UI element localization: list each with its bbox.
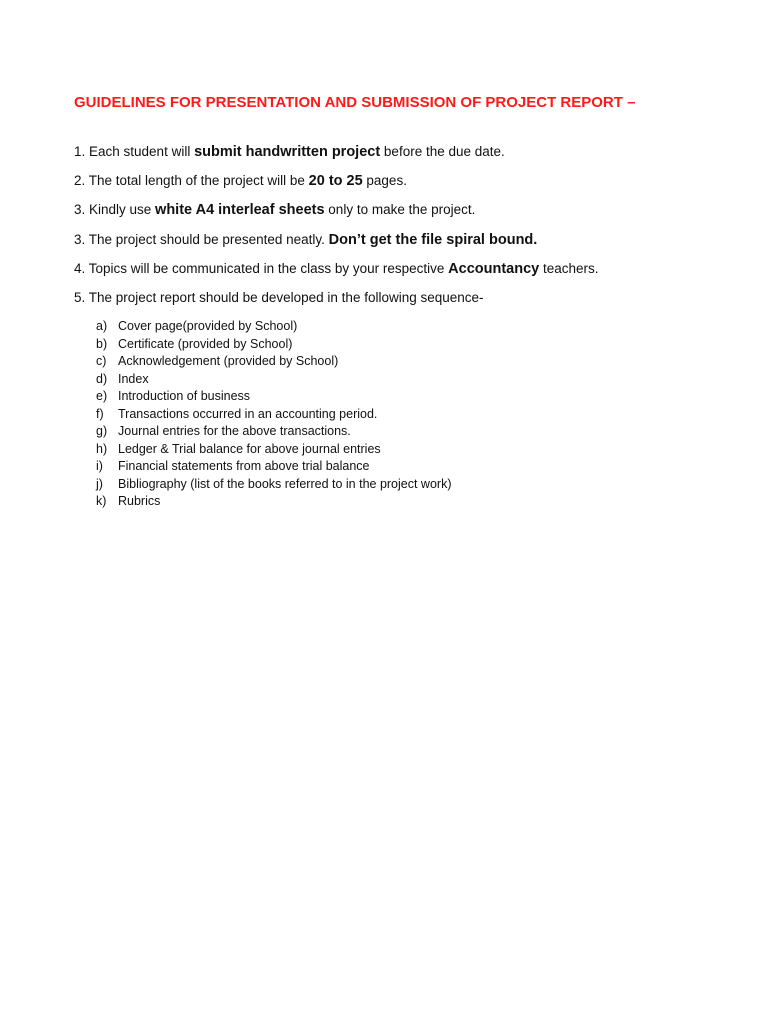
- list-marker: j): [96, 476, 103, 491]
- sequence-item: [96, 318, 696, 336]
- guideline-text: pages.: [362, 173, 407, 189]
- guideline-text: 1. Each student will: [74, 144, 195, 159]
- list-marker: e): [96, 389, 108, 403]
- sequence-item-text: Journal entries for the above transactions.: [118, 424, 351, 438]
- sequence-item-text: Introduction of business: [118, 389, 251, 403]
- guideline-text: before the due date.: [380, 144, 505, 159]
- sequence-item: [96, 336, 696, 354]
- sequence-item: [96, 423, 696, 441]
- sequence-item: [96, 371, 696, 389]
- guideline-text: 3. Kindly use: [74, 202, 156, 218]
- list-marker: c): [96, 354, 107, 368]
- guideline-text: teachers.: [539, 260, 599, 276]
- sequence-item: [96, 353, 696, 371]
- sequence-item-text: Cover page(provided by School): [118, 319, 298, 333]
- list-marker: b): [96, 336, 108, 351]
- guideline-item: [74, 171, 734, 191]
- sequence-item: [96, 458, 696, 476]
- guideline-emphasis: white A4 interleaf sheets: [155, 202, 325, 219]
- guideline-text: 4. Topics will be communicated in the class by your respective: [74, 260, 449, 276]
- sequence-item-text: Acknowledgement (provided by School): [118, 354, 339, 368]
- guideline-item: [74, 230, 734, 250]
- sequence-item: [96, 388, 696, 406]
- sequence-list: [96, 318, 696, 511]
- sequence-item-text: Certificate (provided by School): [118, 336, 293, 351]
- guideline-text: 2. The total length of the project will be: [74, 173, 309, 189]
- guideline-text: 3. The project should be presented neatly.: [74, 231, 329, 247]
- guideline-text: only to make the project.: [324, 202, 476, 218]
- document-title: GUIDELINES FOR PRESENTATION AND SUBMISSION OF PROJECT REPORT –: [74, 94, 636, 111]
- guideline-emphasis: submit handwritten project: [194, 144, 381, 160]
- guideline-item: [74, 259, 734, 279]
- guideline-item: [74, 200, 734, 220]
- sequence-item-text: Index: [118, 371, 149, 386]
- guideline-emphasis: 20 to 25: [308, 173, 363, 190]
- sequence-item: [96, 441, 696, 459]
- list-marker: a): [96, 319, 108, 333]
- guideline-item: [74, 288, 734, 308]
- sequence-item: [96, 406, 696, 424]
- sequence-item-text: Ledger & Trial balance for above journal entries: [118, 441, 381, 456]
- list-marker: g): [96, 424, 108, 438]
- guideline-emphasis: Accountancy: [448, 260, 540, 277]
- sequence-item-text: Bibliography (list of the books referred to in the project work): [118, 476, 452, 491]
- list-marker: d): [96, 371, 108, 386]
- guideline-item: [74, 142, 734, 162]
- list-marker: h): [96, 441, 108, 456]
- sequence-item: [96, 493, 696, 511]
- list-marker: k): [96, 494, 107, 508]
- list-marker: f): [96, 406, 104, 421]
- guidelines-list: [74, 142, 734, 317]
- guideline-emphasis: Don’t get the file spiral bound.: [328, 231, 538, 248]
- list-marker: i): [96, 459, 103, 473]
- sequence-item-text: Rubrics: [118, 494, 161, 508]
- guideline-text: 5. The project report should be developed in the following sequence-: [74, 289, 484, 305]
- sequence-item: [96, 476, 696, 494]
- sequence-item-text: Financial statements from above trial balance: [118, 459, 370, 473]
- sequence-item-text: Transactions occurred in an accounting period.: [118, 406, 378, 421]
